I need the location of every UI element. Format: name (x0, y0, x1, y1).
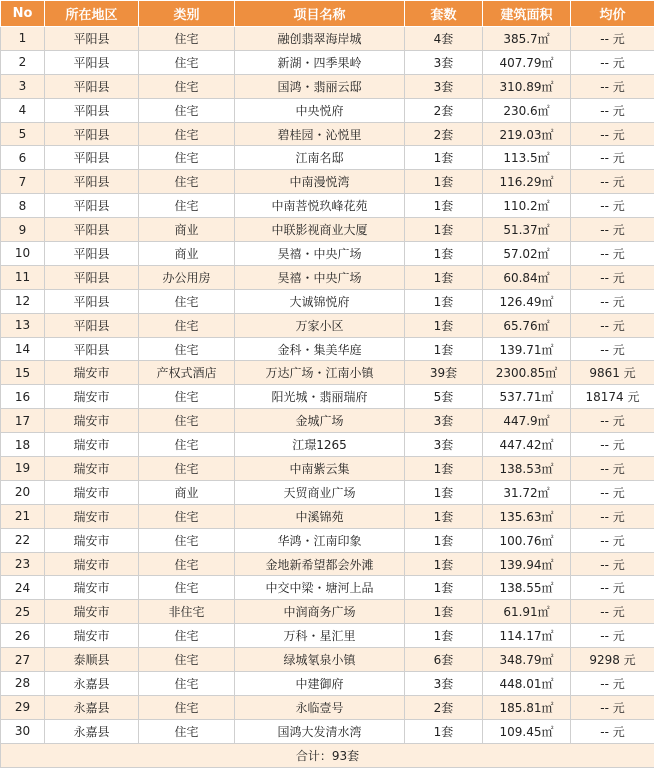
cell-price: -- 元 (571, 433, 654, 457)
table-row (1, 122, 654, 146)
cell-category: 商业 (139, 218, 235, 242)
table-row (1, 480, 654, 504)
cell-area: 138.55㎡ (483, 576, 571, 600)
cell-units: 2套 (405, 98, 483, 122)
cell-no: 29 (1, 695, 45, 719)
cell-no: 22 (1, 528, 45, 552)
table-body (1, 27, 654, 744)
table-row (1, 170, 654, 194)
table-row (1, 504, 654, 528)
cell-price: -- 元 (571, 337, 654, 361)
cell-project: 融创翡翠海岸城 (235, 27, 405, 51)
cell-region: 平阳县 (45, 27, 139, 51)
cell-area: 114.17㎡ (483, 624, 571, 648)
cell-units: 1套 (405, 480, 483, 504)
cell-category: 住宅 (139, 648, 235, 672)
cell-region: 平阳县 (45, 289, 139, 313)
header-units: 套数 (405, 1, 483, 27)
cell-price: -- 元 (571, 672, 654, 696)
cell-units: 3套 (405, 409, 483, 433)
cell-units: 1套 (405, 337, 483, 361)
cell-units: 3套 (405, 74, 483, 98)
cell-units: 5套 (405, 385, 483, 409)
cell-price: -- 元 (571, 170, 654, 194)
table-row (1, 313, 654, 337)
cell-category: 住宅 (139, 719, 235, 743)
table-row (1, 457, 654, 481)
cell-category: 住宅 (139, 552, 235, 576)
cell-units: 1套 (405, 265, 483, 289)
table-row (1, 528, 654, 552)
table-row (1, 50, 654, 74)
cell-price: -- 元 (571, 504, 654, 528)
cell-project: 万达广场・江南小镇 (235, 361, 405, 385)
cell-project: 金地新希望都会外滩 (235, 552, 405, 576)
cell-project: 江璟1265 (235, 433, 405, 457)
cell-project: 中南紫云集 (235, 457, 405, 481)
cell-units: 1套 (405, 242, 483, 266)
cell-region: 瑞安市 (45, 457, 139, 481)
cell-price: -- 元 (571, 719, 654, 743)
cell-category: 住宅 (139, 528, 235, 552)
cell-no: 25 (1, 600, 45, 624)
cell-price: -- 元 (571, 265, 654, 289)
cell-no: 1 (1, 27, 45, 51)
cell-area: 116.29㎡ (483, 170, 571, 194)
cell-region: 平阳县 (45, 170, 139, 194)
cell-category: 住宅 (139, 576, 235, 600)
cell-no: 12 (1, 289, 45, 313)
cell-units: 1套 (405, 289, 483, 313)
cell-project: 昊禧・中央广场 (235, 242, 405, 266)
cell-project: 万科・星汇里 (235, 624, 405, 648)
table-row (1, 695, 654, 719)
cell-no: 23 (1, 552, 45, 576)
cell-category: 非住宅 (139, 600, 235, 624)
cell-price: -- 元 (571, 528, 654, 552)
cell-region: 瑞安市 (45, 504, 139, 528)
cell-no: 9 (1, 218, 45, 242)
cell-region: 平阳县 (45, 74, 139, 98)
cell-no: 27 (1, 648, 45, 672)
header-area: 建筑面积 (483, 1, 571, 27)
cell-region: 瑞安市 (45, 433, 139, 457)
cell-units: 1套 (405, 576, 483, 600)
cell-category: 住宅 (139, 74, 235, 98)
header-project: 项目名称 (235, 1, 405, 27)
cell-area: 113.5㎡ (483, 146, 571, 170)
cell-project: 万家小区 (235, 313, 405, 337)
table-row (1, 74, 654, 98)
cell-category: 住宅 (139, 194, 235, 218)
table-footer (1, 743, 654, 767)
table-row (1, 289, 654, 313)
total-cell: 合计：93套 (1, 743, 654, 767)
cell-area: 230.6㎡ (483, 98, 571, 122)
cell-category: 住宅 (139, 409, 235, 433)
cell-region: 泰顺县 (45, 648, 139, 672)
cell-region: 平阳县 (45, 98, 139, 122)
cell-units: 6套 (405, 648, 483, 672)
cell-category: 住宅 (139, 50, 235, 74)
cell-units: 1套 (405, 457, 483, 481)
cell-no: 4 (1, 98, 45, 122)
cell-area: 60.84㎡ (483, 265, 571, 289)
cell-no: 19 (1, 457, 45, 481)
table-row (1, 361, 654, 385)
cell-no: 20 (1, 480, 45, 504)
cell-project: 国鸿大发清水湾 (235, 719, 405, 743)
table-row (1, 624, 654, 648)
cell-no: 11 (1, 265, 45, 289)
cell-region: 瑞安市 (45, 361, 139, 385)
cell-price: -- 元 (571, 122, 654, 146)
cell-units: 3套 (405, 50, 483, 74)
cell-category: 住宅 (139, 122, 235, 146)
cell-project: 中溪锦苑 (235, 504, 405, 528)
cell-area: 109.45㎡ (483, 719, 571, 743)
cell-category: 办公用房 (139, 265, 235, 289)
cell-area: 448.01㎡ (483, 672, 571, 696)
cell-project: 碧桂园・沁悦里 (235, 122, 405, 146)
cell-area: 135.63㎡ (483, 504, 571, 528)
cell-category: 住宅 (139, 289, 235, 313)
cell-price: -- 元 (571, 457, 654, 481)
cell-units: 1套 (405, 719, 483, 743)
cell-area: 126.49㎡ (483, 289, 571, 313)
cell-project: 新湖・四季果岭 (235, 50, 405, 74)
cell-price: -- 元 (571, 194, 654, 218)
header-price: 均价 (571, 1, 654, 27)
cell-region: 平阳县 (45, 313, 139, 337)
cell-area: 139.94㎡ (483, 552, 571, 576)
cell-region: 平阳县 (45, 50, 139, 74)
cell-project: 金科・集美华庭 (235, 337, 405, 361)
cell-no: 6 (1, 146, 45, 170)
cell-price: -- 元 (571, 409, 654, 433)
cell-price: -- 元 (571, 242, 654, 266)
cell-category: 住宅 (139, 146, 235, 170)
cell-units: 1套 (405, 170, 483, 194)
cell-units: 4套 (405, 27, 483, 51)
cell-price: -- 元 (571, 695, 654, 719)
cell-no: 2 (1, 50, 45, 74)
cell-project: 江南名邸 (235, 146, 405, 170)
cell-price: -- 元 (571, 313, 654, 337)
cell-category: 住宅 (139, 624, 235, 648)
cell-project: 天贸商业广场 (235, 480, 405, 504)
table-row (1, 600, 654, 624)
cell-project: 中南菩悦玖峰花苑 (235, 194, 405, 218)
cell-units: 1套 (405, 624, 483, 648)
cell-region: 永嘉县 (45, 695, 139, 719)
cell-area: 447.9㎡ (483, 409, 571, 433)
cell-region: 永嘉县 (45, 719, 139, 743)
cell-price: -- 元 (571, 289, 654, 313)
cell-area: 138.53㎡ (483, 457, 571, 481)
cell-category: 住宅 (139, 337, 235, 361)
cell-units: 2套 (405, 695, 483, 719)
cell-category: 住宅 (139, 27, 235, 51)
cell-no: 24 (1, 576, 45, 600)
cell-area: 310.89㎡ (483, 74, 571, 98)
header-region: 所在地区 (45, 1, 139, 27)
cell-price: -- 元 (571, 74, 654, 98)
cell-units: 1套 (405, 528, 483, 552)
table-row (1, 337, 654, 361)
table-row (1, 648, 654, 672)
cell-area: 219.03㎡ (483, 122, 571, 146)
cell-no: 18 (1, 433, 45, 457)
cell-no: 5 (1, 122, 45, 146)
cell-no: 28 (1, 672, 45, 696)
cell-region: 瑞安市 (45, 480, 139, 504)
cell-no: 10 (1, 242, 45, 266)
table-row (1, 433, 654, 457)
cell-area: 139.71㎡ (483, 337, 571, 361)
cell-project: 中南漫悦湾 (235, 170, 405, 194)
cell-no: 21 (1, 504, 45, 528)
cell-category: 商业 (139, 480, 235, 504)
cell-category: 住宅 (139, 170, 235, 194)
header-no: No (1, 1, 45, 27)
cell-category: 住宅 (139, 385, 235, 409)
cell-price: 18174 元 (571, 385, 654, 409)
cell-units: 1套 (405, 504, 483, 528)
cell-area: 348.79㎡ (483, 648, 571, 672)
cell-project: 永临壹号 (235, 695, 405, 719)
cell-project: 中联影视商业大厦 (235, 218, 405, 242)
table-row (1, 27, 654, 51)
cell-region: 平阳县 (45, 337, 139, 361)
cell-project: 国鸿・翡丽云邸 (235, 74, 405, 98)
cell-price: -- 元 (571, 600, 654, 624)
cell-region: 瑞安市 (45, 409, 139, 433)
cell-no: 8 (1, 194, 45, 218)
table-row (1, 98, 654, 122)
table-row (1, 265, 654, 289)
cell-area: 65.76㎡ (483, 313, 571, 337)
cell-region: 平阳县 (45, 265, 139, 289)
table-row (1, 719, 654, 743)
cell-price: -- 元 (571, 146, 654, 170)
table-row (1, 672, 654, 696)
cell-project: 昊禧・中央广场 (235, 265, 405, 289)
header-category: 类别 (139, 1, 235, 27)
cell-region: 瑞安市 (45, 624, 139, 648)
cell-project: 阳光城・翡丽瑞府 (235, 385, 405, 409)
cell-project: 金城广场 (235, 409, 405, 433)
cell-project: 华鸿・江南印象 (235, 528, 405, 552)
cell-region: 瑞安市 (45, 576, 139, 600)
header-row (1, 1, 654, 27)
cell-project: 中央悦府 (235, 98, 405, 122)
cell-area: 537.71㎡ (483, 385, 571, 409)
cell-price: -- 元 (571, 50, 654, 74)
cell-project: 绿城氡泉小镇 (235, 648, 405, 672)
cell-category: 住宅 (139, 98, 235, 122)
cell-price: -- 元 (571, 98, 654, 122)
cell-region: 瑞安市 (45, 385, 139, 409)
table-row (1, 552, 654, 576)
cell-area: 100.76㎡ (483, 528, 571, 552)
cell-price: -- 元 (571, 218, 654, 242)
cell-category: 住宅 (139, 433, 235, 457)
cell-area: 31.72㎡ (483, 480, 571, 504)
cell-units: 1套 (405, 600, 483, 624)
table-row (1, 146, 654, 170)
cell-category: 住宅 (139, 695, 235, 719)
cell-no: 13 (1, 313, 45, 337)
cell-project: 中交中梁・塘河上品 (235, 576, 405, 600)
cell-no: 26 (1, 624, 45, 648)
cell-units: 1套 (405, 313, 483, 337)
cell-no: 3 (1, 74, 45, 98)
cell-price: -- 元 (571, 552, 654, 576)
cell-no: 17 (1, 409, 45, 433)
cell-project: 中润商务广场 (235, 600, 405, 624)
table-row (1, 242, 654, 266)
cell-category: 住宅 (139, 457, 235, 481)
cell-area: 407.79㎡ (483, 50, 571, 74)
cell-category: 住宅 (139, 313, 235, 337)
cell-category: 商业 (139, 242, 235, 266)
cell-units: 1套 (405, 194, 483, 218)
cell-region: 瑞安市 (45, 600, 139, 624)
cell-region: 永嘉县 (45, 672, 139, 696)
cell-region: 平阳县 (45, 218, 139, 242)
total-row (1, 743, 654, 767)
cell-region: 瑞安市 (45, 552, 139, 576)
table-header (1, 1, 654, 27)
table-row (1, 194, 654, 218)
cell-area: 110.2㎡ (483, 194, 571, 218)
cell-category: 住宅 (139, 672, 235, 696)
table-row (1, 576, 654, 600)
cell-area: 2300.85㎡ (483, 361, 571, 385)
cell-units: 3套 (405, 433, 483, 457)
cell-no: 30 (1, 719, 45, 743)
cell-region: 平阳县 (45, 194, 139, 218)
cell-units: 1套 (405, 146, 483, 170)
cell-area: 447.42㎡ (483, 433, 571, 457)
cell-area: 61.91㎡ (483, 600, 571, 624)
cell-area: 185.81㎡ (483, 695, 571, 719)
cell-area: 385.7㎡ (483, 27, 571, 51)
table-row (1, 218, 654, 242)
cell-area: 51.37㎡ (483, 218, 571, 242)
cell-region: 瑞安市 (45, 528, 139, 552)
cell-units: 2套 (405, 122, 483, 146)
cell-price: -- 元 (571, 27, 654, 51)
table-row (1, 409, 654, 433)
cell-region: 平阳县 (45, 122, 139, 146)
cell-units: 39套 (405, 361, 483, 385)
cell-region: 平阳县 (45, 146, 139, 170)
cell-price: -- 元 (571, 624, 654, 648)
cell-price: 9861 元 (571, 361, 654, 385)
cell-project: 大诚锦悦府 (235, 289, 405, 313)
table-row (1, 385, 654, 409)
cell-price: -- 元 (571, 480, 654, 504)
cell-no: 14 (1, 337, 45, 361)
cell-project: 中建御府 (235, 672, 405, 696)
cell-no: 7 (1, 170, 45, 194)
cell-price: -- 元 (571, 576, 654, 600)
cell-units: 3套 (405, 672, 483, 696)
cell-units: 1套 (405, 552, 483, 576)
cell-area: 57.02㎡ (483, 242, 571, 266)
cell-price: 9298 元 (571, 648, 654, 672)
cell-category: 住宅 (139, 504, 235, 528)
cell-units: 1套 (405, 218, 483, 242)
cell-no: 15 (1, 361, 45, 385)
cell-no: 16 (1, 385, 45, 409)
cell-region: 平阳县 (45, 242, 139, 266)
cell-category: 产权式酒店 (139, 361, 235, 385)
